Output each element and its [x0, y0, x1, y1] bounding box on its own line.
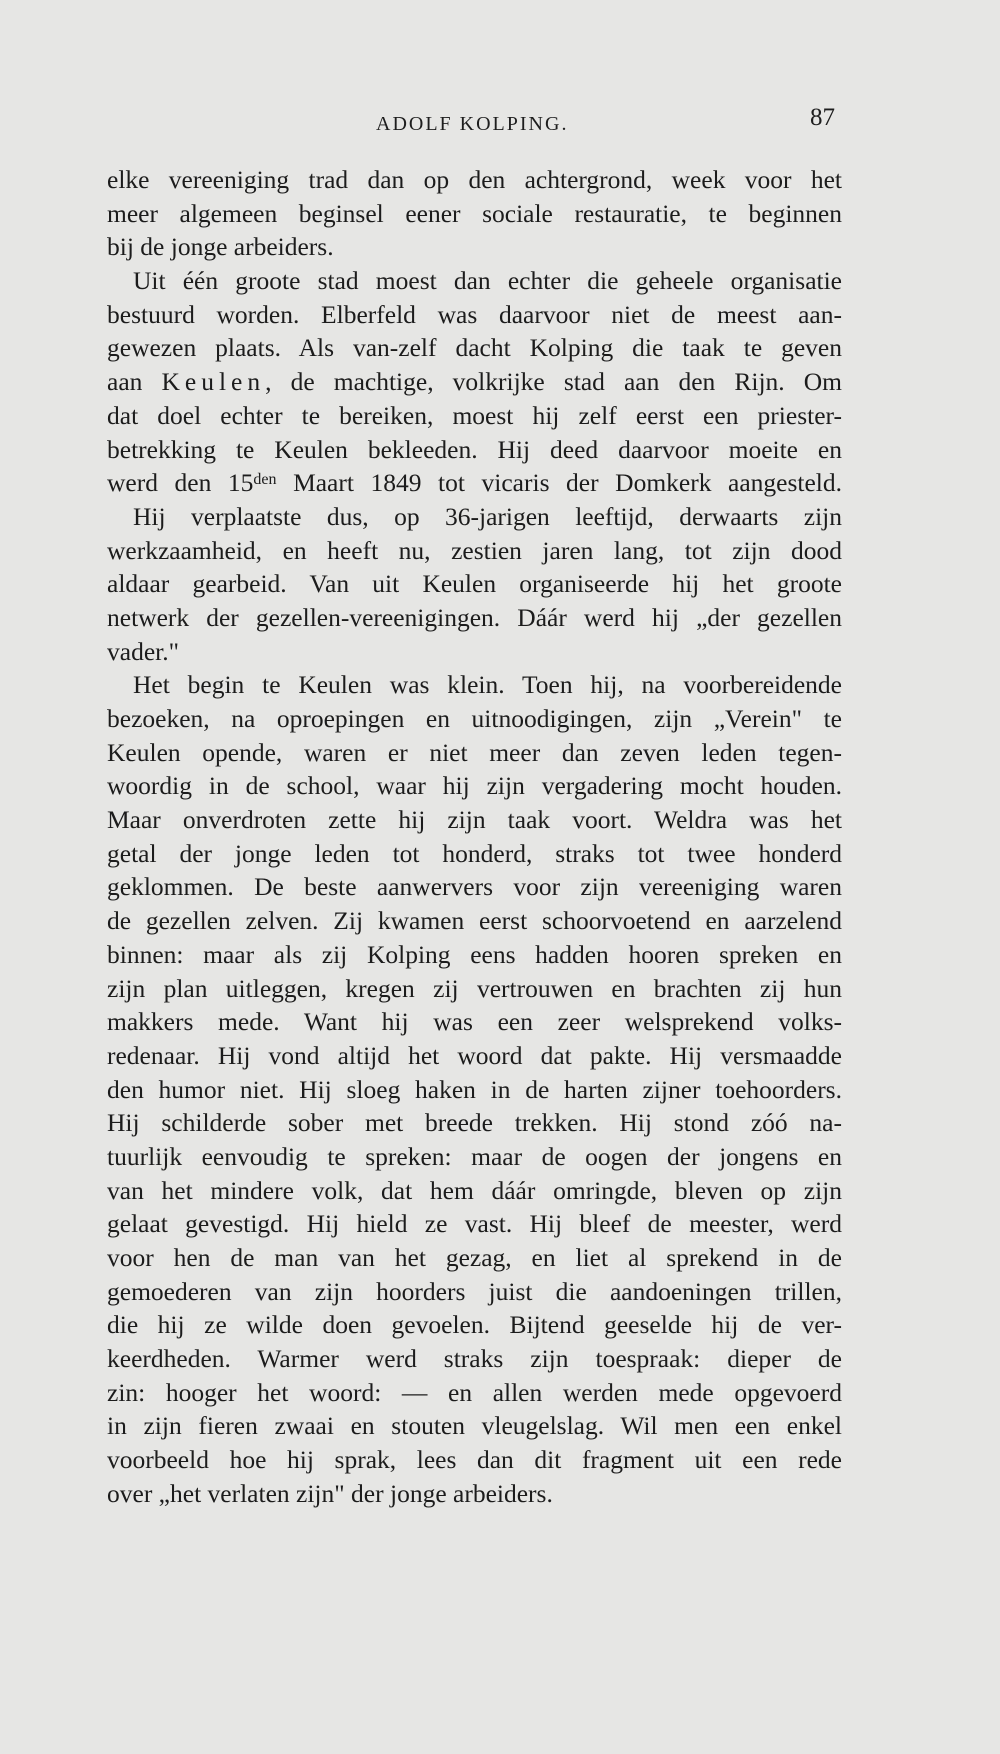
spaced-place-name: Keulen [161, 367, 266, 397]
text-line: Uit één groote stad moest dan echter die geheele organisatie [133, 266, 842, 296]
text-fragment: werd den 15 [107, 468, 254, 498]
text-line: gewezen plaats. Als van-zelf dacht Kolping die taak te geven [107, 333, 842, 363]
text-line: zin: hooger het woord: — en allen werden mede opgevoerd [107, 1377, 842, 1407]
text-line: den humor niet. Hij sloeg haken in de harten zijner toehoorders. [107, 1074, 842, 1104]
text-line: meer algemeen beginsel eener sociale restauratie, te beginnen [107, 198, 842, 228]
running-head-title: ADOLF KOLPING. [376, 113, 569, 135]
text-line: makkers mede. Want hij was een zeer welsprekend volks- [107, 1007, 842, 1037]
text-line: betrekking te Keulen bekleeden. Hij deed daarvoor moeite en [107, 434, 842, 464]
text-line: zijn plan uitleggen, kregen zij vertrouwen en brachten zij hun [107, 973, 842, 1003]
text-line: in zijn fieren zwaai en stouten vleugelslag. Wil men een enkel [107, 1411, 842, 1441]
text-line: vader." [107, 636, 180, 666]
text-line: bestuurd worden. Elberfeld was daarvoor niet de meest aan- [107, 299, 842, 329]
text-line: redenaar. Hij vond altijd het woord dat pakte. Hij versmaadde [107, 1040, 842, 1070]
text-line: binnen: maar als zij Kolping eens hadden hooren spreken en [107, 939, 842, 969]
text-line: Hij verplaatste dus, op 36-jarigen leeftijd, derwaarts zijn [133, 501, 842, 531]
text-line: gemoederen van zijn hoorders juist die aandoeningen trillen, [107, 1276, 842, 1306]
text-line: aldaar gearbeid. Van uit Keulen organiseerde hij het groote [107, 569, 842, 599]
text-line: voorbeeld hoe hij sprak, lees dan dit fragment uit een rede [107, 1445, 842, 1475]
text-line: bij de jonge arbeiders. [107, 232, 334, 262]
text-line: over „het verlaten zijn" der jonge arbeiders. [107, 1478, 553, 1508]
text-line: getal der jonge leden tot honderd, straks tot twee honderd [107, 838, 842, 868]
text-line: geklommen. De beste aanwervers voor zijn vereeniging waren [107, 872, 842, 902]
text-fragment: aan [107, 367, 143, 397]
text-line: Maar onverdroten zette hij zijn taak voort. Weldra was het [107, 805, 842, 835]
text-line: die hij ze wilde doen gevoelen. Bijtend geeselde hij de ver- [107, 1310, 842, 1340]
text-line: tuurlijk eenvoudig te spreken: maar de oogen der jongens en [107, 1141, 842, 1171]
text-line [107, 466, 842, 500]
body-text [107, 163, 842, 1511]
text-line: woordig in de school, waar hij zijn vergadering mocht houden. [107, 771, 842, 801]
text-line: de gezellen zelven. Zij kwamen eerst schoorvoetend en aarzelend [107, 906, 842, 936]
text-line [107, 365, 842, 399]
text-line: bezoeken, na oproepingen en uitnoodigingen, zijn „Verein" te [107, 704, 842, 733]
text-line: netwerk der gezellen-vereenigingen. Dáár werd hij „der gezellen [107, 602, 842, 632]
superscript-den: den [253, 471, 277, 489]
text-line: Hij schilderde sober met breede trekken. Hij stond zóó na- [107, 1108, 842, 1138]
text-line: Het begin te Keulen was klein. Toen hij, na voorbereidende [133, 670, 842, 700]
text-line: Keulen opende, waren er niet meer dan zeven leden tegen- [107, 737, 842, 767]
text-line: dat doel echter te bereiken, moest hij zelf eerst een priester- [107, 400, 842, 430]
text-line: keerdheden. Warmer werd straks zijn toespraak: dieper de [107, 1344, 842, 1374]
text-fragment: Maart 1849 tot vicaris der Domkerk aangesteld. [276, 468, 843, 498]
text-line: voor hen de man van het gezag, en liet al sprekend in de [107, 1243, 842, 1272]
text-line: elke vereeniging trad dan op den achtergrond, week voor het [107, 165, 842, 194]
text-line: van het mindere volk, dat hem dáár omringde, bleven op zijn [107, 1175, 842, 1205]
text-fragment: , de machtige, volkrijke stad aan den Rijn. Om [265, 367, 842, 397]
text-line: gelaat gevestigd. Hij hield ze vast. Hij bleef de meester, werd [107, 1209, 842, 1239]
page-number: 87 [810, 104, 835, 131]
text-line: werkzaamheid, en heeft nu, zestien jaren lang, tot zijn dood [107, 535, 842, 565]
